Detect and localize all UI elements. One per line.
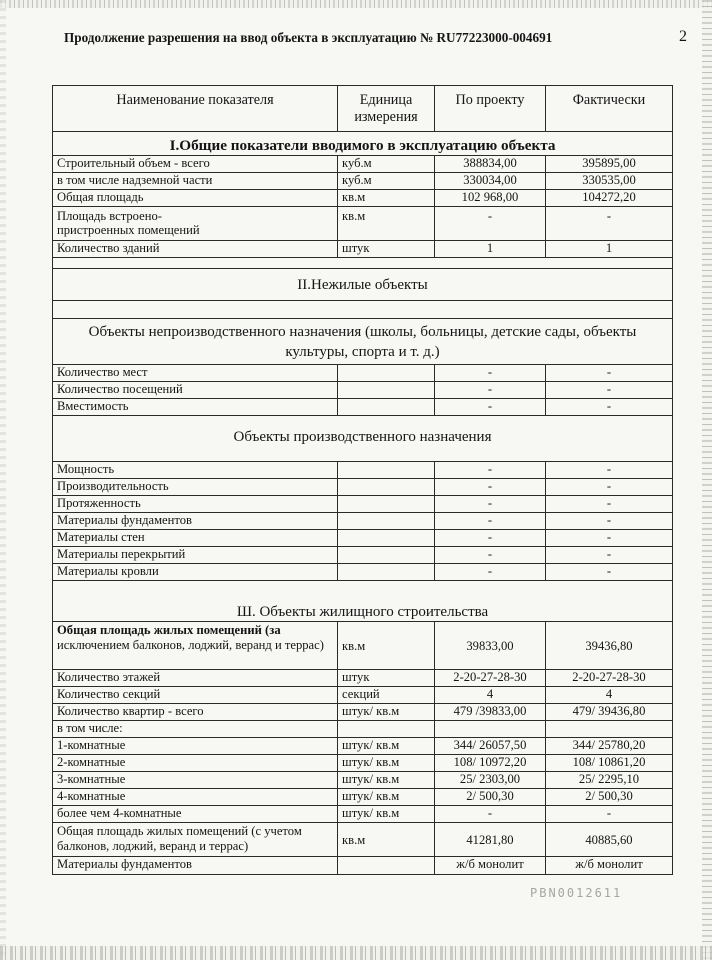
row-actual: 104272,20 bbox=[546, 190, 673, 207]
section-title-row bbox=[53, 269, 673, 301]
row-project: 344/ 26057,50 bbox=[435, 738, 546, 755]
row-name: 1-комнатные bbox=[53, 738, 338, 755]
row-unit bbox=[338, 399, 435, 416]
row-name: Материалы стен bbox=[53, 530, 338, 547]
row-actual: - bbox=[546, 399, 673, 416]
row-actual bbox=[546, 721, 673, 738]
section-1-title: I.Общие показатели вводимого в эксплуатацию объекта bbox=[53, 132, 673, 156]
row-unit bbox=[338, 547, 435, 564]
row-project: 2/ 500,30 bbox=[435, 789, 546, 806]
row-actual: - bbox=[546, 513, 673, 530]
table-row bbox=[53, 857, 673, 875]
row-unit: штук/ кв.м bbox=[338, 772, 435, 789]
row-name: Количество квартир - всего bbox=[53, 704, 338, 721]
row-actual: 395895,00 bbox=[546, 156, 673, 173]
row-unit: кв.м bbox=[338, 190, 435, 207]
row-unit bbox=[338, 857, 435, 875]
row-actual: 2-20-27-28-30 bbox=[546, 670, 673, 687]
table-row bbox=[53, 622, 673, 670]
row-project: 102 968,00 bbox=[435, 190, 546, 207]
table-row bbox=[53, 704, 673, 721]
row-actual: 40885,60 bbox=[546, 823, 673, 857]
table-row bbox=[53, 721, 673, 738]
row-unit: штук/ кв.м bbox=[338, 806, 435, 823]
serial-stamp: РВN0012611 bbox=[530, 886, 623, 900]
row-unit: штук bbox=[338, 670, 435, 687]
row-name: Количество зданий bbox=[53, 241, 338, 258]
row-name: Материалы фундаментов bbox=[53, 513, 338, 530]
document-header: Продолжение разрешения на ввод объекта в эксплуатацию № RU77223000-004691 bbox=[64, 30, 553, 45]
table-header-row bbox=[53, 86, 673, 132]
table-row bbox=[53, 462, 673, 479]
row-name-bold: Общая площадь жилых помещений (за bbox=[57, 623, 281, 637]
subsection-nonproduction-title: Объекты непроизводственного назначения (школы, больницы, детские сады, объекты культуры, спорта и т. д.) bbox=[53, 319, 673, 365]
row-project: - bbox=[435, 547, 546, 564]
section-title-row bbox=[53, 132, 673, 156]
table-row bbox=[53, 823, 673, 857]
subsection-title-row bbox=[53, 319, 673, 365]
row-name: Материалы фундаментов bbox=[53, 857, 338, 875]
row-project: - bbox=[435, 564, 546, 581]
table-row bbox=[53, 772, 673, 789]
table-row bbox=[53, 547, 673, 564]
column-header-actual: Фактически bbox=[546, 86, 673, 132]
table-row bbox=[53, 207, 673, 241]
column-header-indicator: Наименование показателя bbox=[53, 86, 338, 132]
table-row bbox=[53, 382, 673, 399]
row-unit bbox=[338, 462, 435, 479]
row-project: ж/б монолит bbox=[435, 857, 546, 875]
row-actual: 1 bbox=[546, 241, 673, 258]
row-unit: куб.м bbox=[338, 156, 435, 173]
scan-edge-top bbox=[0, 0, 712, 8]
table-row bbox=[53, 496, 673, 513]
page-number: 2 bbox=[679, 28, 687, 45]
row-actual: 25/ 2295,10 bbox=[546, 772, 673, 789]
row-name: в том числе надземной части bbox=[53, 173, 338, 190]
scan-edge-left bbox=[0, 0, 6, 960]
row-actual: - bbox=[546, 207, 673, 241]
row-name: более чем 4-комнатные bbox=[53, 806, 338, 823]
row-actual: 330535,00 bbox=[546, 173, 673, 190]
row-actual: 344/ 25780,20 bbox=[546, 738, 673, 755]
row-name: Количество посещений bbox=[53, 382, 338, 399]
row-actual: 4 bbox=[546, 687, 673, 704]
scan-edge-bottom bbox=[0, 946, 712, 960]
row-name: 2-комнатные bbox=[53, 755, 338, 772]
row-name bbox=[53, 207, 338, 241]
row-project: 479 /39833,00 bbox=[435, 704, 546, 721]
row-unit: секций bbox=[338, 687, 435, 704]
row-name: в том числе: bbox=[53, 721, 338, 738]
row-actual: - bbox=[546, 479, 673, 496]
section-2-title: II.Нежилые объекты bbox=[53, 269, 673, 301]
row-project: - bbox=[435, 399, 546, 416]
row-name: Производительность bbox=[53, 479, 338, 496]
table-row bbox=[53, 173, 673, 190]
row-project: 41281,80 bbox=[435, 823, 546, 857]
row-unit: штук/ кв.м bbox=[338, 789, 435, 806]
row-actual: - bbox=[546, 496, 673, 513]
row-name: Количество мест bbox=[53, 365, 338, 382]
row-actual: - bbox=[546, 547, 673, 564]
row-unit: кв.м bbox=[338, 207, 435, 241]
table-row bbox=[53, 789, 673, 806]
row-actual: 108/ 10861,20 bbox=[546, 755, 673, 772]
row-project: - bbox=[435, 479, 546, 496]
row-name: 4-комнатные bbox=[53, 789, 338, 806]
column-header-unit: Единица измерения bbox=[338, 86, 435, 132]
table-row bbox=[53, 670, 673, 687]
table-row bbox=[53, 513, 673, 530]
row-name: 3-комнатные bbox=[53, 772, 338, 789]
indicators-table bbox=[52, 85, 673, 875]
table-row bbox=[53, 806, 673, 823]
table-row bbox=[53, 687, 673, 704]
row-unit bbox=[338, 365, 435, 382]
row-actual: 479/ 39436,80 bbox=[546, 704, 673, 721]
row-name: Общая площадь bbox=[53, 190, 338, 207]
row-actual: ж/б монолит bbox=[546, 857, 673, 875]
row-project: 330034,00 bbox=[435, 173, 546, 190]
row-unit: куб.м bbox=[338, 173, 435, 190]
table-row bbox=[53, 755, 673, 772]
row-project: 388834,00 bbox=[435, 156, 546, 173]
row-name: Материалы перекрытий bbox=[53, 547, 338, 564]
table-row bbox=[53, 564, 673, 581]
row-project: - bbox=[435, 496, 546, 513]
row-project: - bbox=[435, 207, 546, 241]
section-3-title: Ш. Объекты жилищного строительства bbox=[53, 581, 673, 622]
table-row bbox=[53, 156, 673, 173]
row-project: 108/ 10972,20 bbox=[435, 755, 546, 772]
row-name bbox=[53, 622, 338, 670]
row-name-line2: пристроенных помещений bbox=[57, 223, 200, 237]
row-project: - bbox=[435, 530, 546, 547]
row-name: Мощность bbox=[53, 462, 338, 479]
row-project: 4 bbox=[435, 687, 546, 704]
spacer-row bbox=[53, 258, 673, 269]
row-unit: кв.м bbox=[338, 823, 435, 857]
row-project: - bbox=[435, 382, 546, 399]
row-project: - bbox=[435, 806, 546, 823]
row-unit: штук bbox=[338, 241, 435, 258]
row-project: 2-20-27-28-30 bbox=[435, 670, 546, 687]
row-actual: - bbox=[546, 806, 673, 823]
spacer-cell bbox=[53, 258, 673, 269]
row-unit bbox=[338, 530, 435, 547]
column-header-project: По проекту bbox=[435, 86, 546, 132]
row-project: 39833,00 bbox=[435, 622, 546, 670]
row-actual: - bbox=[546, 564, 673, 581]
row-name: Общая площадь жилых помещений (с учетом балконов, лоджий, веранд и террас) bbox=[53, 823, 338, 857]
row-unit bbox=[338, 721, 435, 738]
row-actual: 39436,80 bbox=[546, 622, 673, 670]
row-actual: - bbox=[546, 382, 673, 399]
table-row bbox=[53, 479, 673, 496]
scan-edge-right bbox=[702, 0, 712, 960]
row-unit bbox=[338, 479, 435, 496]
row-actual: 2/ 500,30 bbox=[546, 789, 673, 806]
row-name-rest: исключением балконов, лоджий, веранд и террас) bbox=[57, 638, 324, 652]
subsection-production-title: Объекты производственного назначения bbox=[53, 416, 673, 462]
row-unit: кв.м bbox=[338, 622, 435, 670]
row-name: Вместимость bbox=[53, 399, 338, 416]
row-unit: штук/ кв.м bbox=[338, 704, 435, 721]
row-project bbox=[435, 721, 546, 738]
row-unit bbox=[338, 496, 435, 513]
spacer-row bbox=[53, 301, 673, 319]
row-project: - bbox=[435, 462, 546, 479]
table-row bbox=[53, 738, 673, 755]
row-name-line1: Площадь встроено- bbox=[57, 209, 162, 223]
row-project: - bbox=[435, 513, 546, 530]
row-name: Материалы кровли bbox=[53, 564, 338, 581]
spacer-cell bbox=[53, 301, 673, 319]
row-name: Строительный объем - всего bbox=[53, 156, 338, 173]
row-project: 25/ 2303,00 bbox=[435, 772, 546, 789]
row-name: Количество этажей bbox=[53, 670, 338, 687]
row-actual: - bbox=[546, 530, 673, 547]
row-project: - bbox=[435, 365, 546, 382]
section-title-row bbox=[53, 581, 673, 622]
table-row bbox=[53, 190, 673, 207]
row-unit: штук/ кв.м bbox=[338, 755, 435, 772]
row-actual: - bbox=[546, 462, 673, 479]
row-name: Количество секций bbox=[53, 687, 338, 704]
row-project: 1 bbox=[435, 241, 546, 258]
row-unit bbox=[338, 513, 435, 530]
row-unit bbox=[338, 382, 435, 399]
table-row bbox=[53, 241, 673, 258]
table-row bbox=[53, 530, 673, 547]
row-name: Протяженность bbox=[53, 496, 338, 513]
row-actual: - bbox=[546, 365, 673, 382]
subsection-title-row bbox=[53, 416, 673, 462]
row-unit bbox=[338, 564, 435, 581]
table-row bbox=[53, 399, 673, 416]
row-unit: штук/ кв.м bbox=[338, 738, 435, 755]
table-row bbox=[53, 365, 673, 382]
